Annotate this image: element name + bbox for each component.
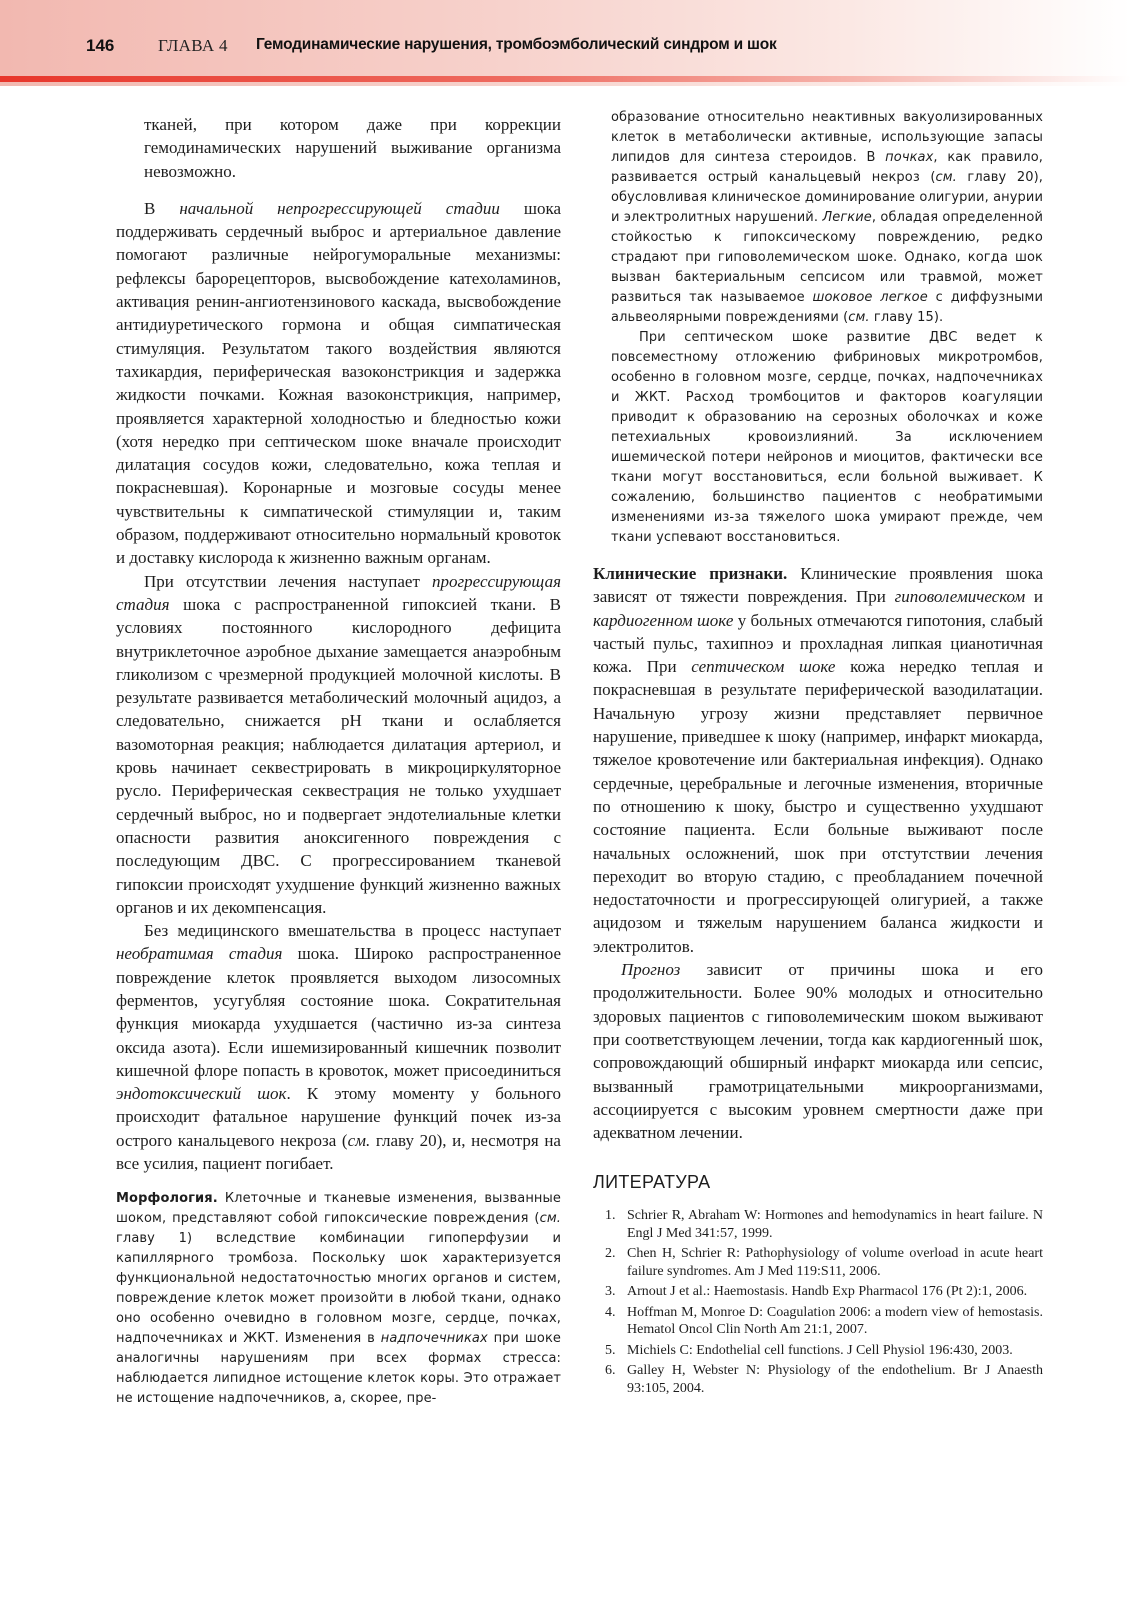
morphology-box: Морфология. Клеточные и тканевые изменения, вызванные шоком, представляют собой гипоксические повреждения (см. главу 1) вследствие комбинации гипоперфузии и капиллярного тромбоза. Поскольку шок характеризуется функциональной недостаточностью многих органов и систем, повреждение клеток может произойти в любой ткани, однако оно особенно очевидно в головном мозге, сердце, почках, надпочечниках и ЖКТ. Изменения в надпочечниках при шоке аналогичны нарушениям при всех формах стресса: наблюдается липидное истощение клеток коры. Это отражает не истощение надпочечников, а, скорее, пре- bbox=[116, 1191, 561, 1407]
chapter-label: ГЛАВА 4 bbox=[158, 36, 228, 55]
reference-number: 2. bbox=[605, 1246, 616, 1262]
references-heading: ЛИТЕРАТУРА bbox=[593, 1172, 711, 1193]
reference-item bbox=[593, 1362, 1043, 1397]
paragraph-progressive-stage: При отсутствии лечения наступает прогрессирующая стадия шока с распространенной гипоксией ткани. В условиях постоянного кислородного дефицита внутриклеточное аэробное дыхание замещается анаэробным гликолизом с чрезмерной продукцией молочной кислоты. В результате развивается метаболический молочный ацидоз, а следовательно, снижается pH ткани и ослабляется вазомоторная реакция; наблюдается дилатация артериол, и кровь начинает секвестрировать в микроциркуляторное русло. Периферическая секвестрация не только ухудшает сердечный выброс, но и подвергает эндотелиальные клетки опасности развития аноксигенного повреждения с последующим ДВС. С прогрессированием тканевой гипоксии происходят ухудшение функций жизненно важных органов и их декомпенсация. bbox=[116, 571, 561, 917]
reference-text: Chen H, Schrier R: Pathophysiology of volume overload in acute heart failure syndromes. Am J Med 119:S11, 2006. bbox=[627, 1246, 1043, 1279]
references-list bbox=[593, 1207, 1043, 1397]
reference-number: 4. bbox=[605, 1304, 616, 1320]
left-column bbox=[116, 113, 561, 1409]
reference-item bbox=[593, 1342, 1043, 1360]
paragraph-prognosis: Прогноз зависит от причины шока и его продолжительности. Более 90% молодых и относительно здоровых пациентов с гиповолемическим шоком выживают при соответствующем лечении, тогда как кардиогенный шок, сопровождающий обширный инфаркт миокарда или сепсис, вызванный грамотрицательными микроорганизмами, ассоциируется с высоким уровнем смертности даже при адекватном лечении. bbox=[593, 960, 1043, 1143]
paragraph-irreversible-stage: Без медицинского вмешательства в процесс наступает необратимая стадия шока. Широко распространенное повреждение клеток проявляется выходом лизосомных ферментов, усугубляя состояние шока. Сократительная функция миокарда ухудшается (частично из-за синтеза оксида азота). Если ишемизированный кишечник позволит кишечной флоре попасть в кровоток, может присоединиться эндотоксический шок. К этому моменту у больного происходит фатальное нарушение функций почек из-за острого канальцевого некроза (см. главу 20), и, несмотря на все усилия, пациент погибает. bbox=[116, 921, 562, 1174]
right-column bbox=[593, 108, 1043, 1400]
reference-text: Michiels C: Endothelial cell functions. J Cell Physiol 196:430, 2003. bbox=[627, 1342, 1013, 1358]
reference-text: Schrier R, Abraham W: Hormones and hemodynamics in heart failure. N Engl J Med 341:57, 1999. bbox=[627, 1208, 1043, 1241]
page-number: 146 bbox=[86, 36, 115, 55]
reference-text: Galley H, Webster N: Physiology of the endothelium. Br J Anaesth 93:105, 2004. bbox=[627, 1363, 1043, 1396]
morphology-box-continued bbox=[593, 108, 1043, 548]
chapter-title: Гемодинамические нарушения, тромбоэмболический синдром и шок bbox=[256, 36, 777, 53]
header-stripe bbox=[0, 76, 1131, 82]
morphology-label: Морфология. bbox=[116, 1191, 218, 1207]
reference-item bbox=[593, 1207, 1043, 1242]
morphology-continuation: образование относительно неактивных вакуолизированных клеток в метаболически активные, использующие запасы липидов для синтеза стероидов. В почках, как правило, развивается острый канальцевый некроз (см. главу 20), обусловливая клиническое доминирование олигурии, анурии и электролитных нарушений. Легкие, обладая определенной стойкостью к гипоксическому повреждению, редко страдают при гиповолемическом шоке. Однако, когда шок вызван бактериальным сепсисом или травмой, может развиться так называемое шоковое легкое с диффузными альвеолярными повреждениями (см. главу 15). bbox=[611, 110, 1043, 325]
reference-number: 3. bbox=[605, 1284, 616, 1300]
reference-number: 6. bbox=[605, 1363, 616, 1379]
reference-item bbox=[593, 1283, 1043, 1301]
reference-item bbox=[593, 1245, 1043, 1280]
reference-text: Hoffman M, Monroe D: Coagulation 2006: a modern view of hemostasis. Hematol Oncol Clin North Am 21:1, 2007. bbox=[627, 1304, 1043, 1338]
paragraph-continuation: тканей, при котором даже при коррекции гемодинамических нарушений выживание организма невозможно. bbox=[144, 115, 561, 181]
clinical-signs-label: Клинические признаки. bbox=[593, 564, 788, 583]
reference-number: 5. bbox=[605, 1342, 616, 1358]
reference-item bbox=[593, 1304, 1043, 1339]
morphology-dic-paragraph: При септическом шоке развитие ДВС ведет к повсеместному отложению фибриновых микротромбов, особенно в головном мозге, сердце, почках, надпочечниках и ЖКТ. Расход тромбоцитов и факторов коагуляции приводит к образованию на серозных оболочках и коже петехиальных кровоизлияний. За исключением ишемической потери нейронов и миоцитов, фактически все ткани могут восстановиться, если больной выживает. К сожалению, большинство пациентов с необратимыми изменениями из-за тяжелого шока умирают прежде, чем ткани успевают восстановиться. bbox=[611, 330, 1043, 545]
reference-number: 1. bbox=[605, 1208, 616, 1224]
page-header bbox=[0, 0, 1131, 86]
reference-text: Arnout J et al.: Haemostasis. Handb Exp Pharmacol 176 (Pt 2):1, 2006. bbox=[627, 1284, 1028, 1300]
paragraph-initial-stage: В начальной непрогрессирующей стадии шока поддерживать сердечный выброс и артериальное давление помогают различные нейрогуморальные механизмы: рефлексы барорецепторов, высвобождение катехоламинов, активация ренин-ангиотензинового каскада, высвобождение антидиуретического гормона и общая симпатическая стимуляция. Результатом такого воздействия являются тахикардия, периферическая вазоконстрикция и задержка жидкости почками. Кожная вазоконстрикция, например, проявляется характерной холодностью и бледностью кожи (хотя нередко при септическом шоке вначале происходит дилатация сосудов кожи, следовательно, кожа теплая и покрасневшая). Коронарные и мозговые сосуды менее чувствительны к симпатической стимуляции и, таким образом, поддерживают относительно нормальный кровоток и доставку кислорода к жизненно важным органам. bbox=[116, 198, 562, 568]
paragraph-clinical-signs: Клинические признаки. Клинические проявления шока зависят от тяжести повреждения. При гиповолемическом и кардиогенном шоке у больных отмечаются гипотония, слабый частый пульс, тахипноэ и прохладная липкая цианотичная кожа. При септическом шоке кожа нередко теплая и покрасневшая в результате периферической вазодилатации. Начальную угрозу жизни представляет первичное нарушение, приведшее к шоку (например, инфаркт миокарда, тяжелое кровотечение или бактериальная инфекция). Однако сердечные, церебральные и легочные изменения, вторичные по отношению к шоку, быстро и существенно ухудшают состояние пациента. Если больные выживают после начальных осложнений, шок при отстутствии лечения переходит во вторую стадию, с преобладанием почечной недостаточности и прогрессирующей олигурией, а также ацидозом и тяжелым нарушением баланса жидкости и электролитов. bbox=[593, 564, 1044, 956]
